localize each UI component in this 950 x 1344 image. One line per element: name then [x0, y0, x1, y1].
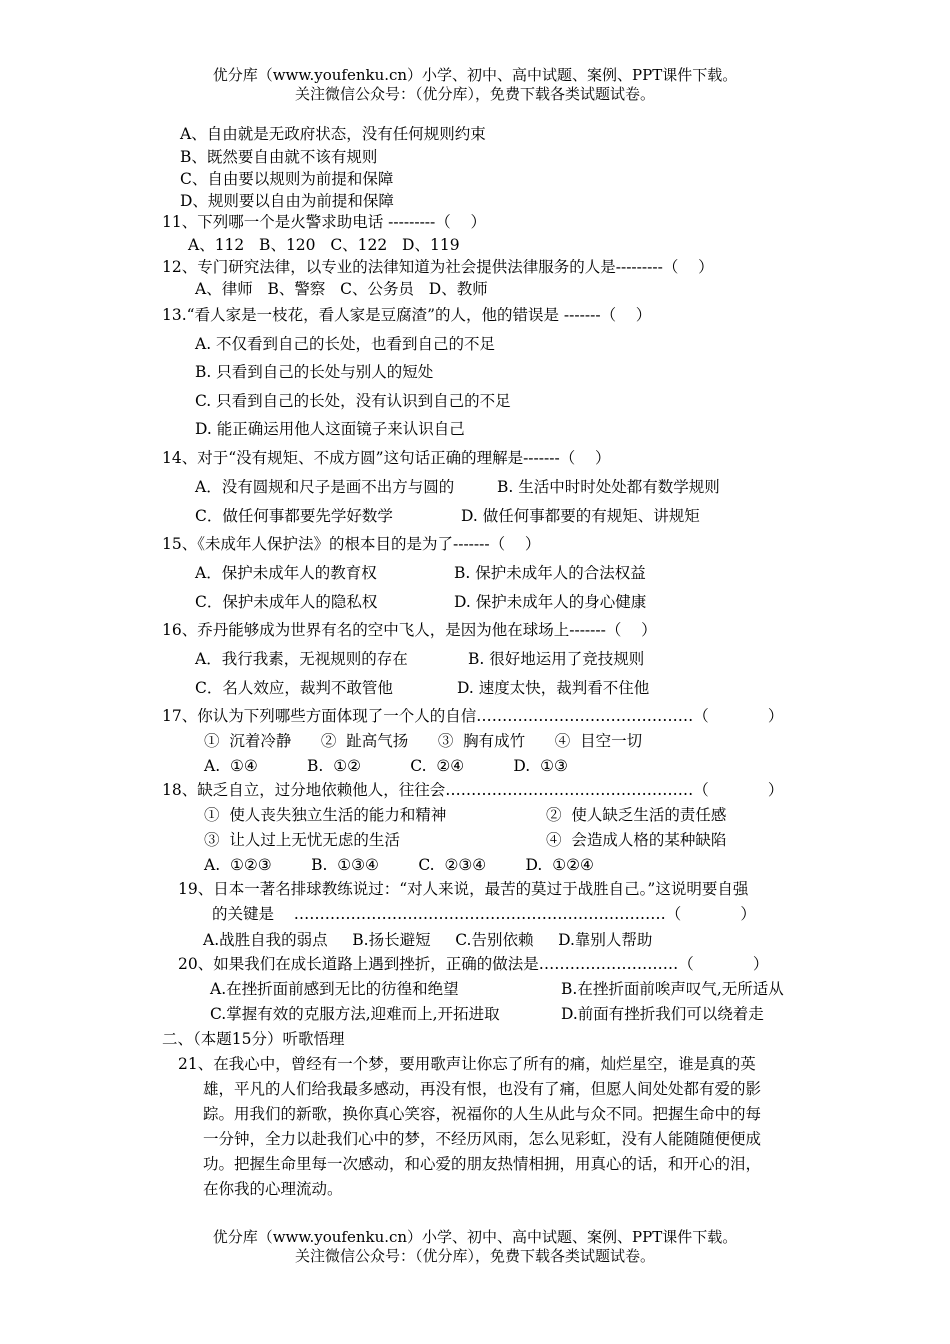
q13-option-d: D. 能正确运用他人这面镜子来认识自己 [195, 420, 465, 438]
q20-option-b: B.在挫折面前唉声叹气,无所适从 [561, 980, 784, 998]
q14-option-b: B. 生活中时时处处都有数学规则 [497, 478, 720, 496]
header-line-2: 关注微信公众号：（优分库），免费下载各类试题试卷。 [294, 85, 655, 103]
q18-item-3: ③ 让人过上无忧无虑的生活 [204, 831, 400, 849]
q16-option-a: A．我行我素，无视规则的存在 [195, 650, 408, 668]
q13-stem: 13.“看人家是一枝花，看人家是豆腐渣”的人，他的错误是 -------（ ） [162, 306, 652, 324]
q14-option-a: A．没有圆规和尺子是画不出方与圆的 [195, 478, 455, 496]
q21-line-1: 21、在我心中，曾经有一个梦，要用歌声让你忘了所有的痛，灿烂星空，谁是真的英 [178, 1055, 756, 1073]
q21-line-2: 雄，平凡的人们给我最多感动，再没有恨，也没有了痛，但愿人间处处都有爱的影 [203, 1080, 762, 1098]
q20-option-a: A.在挫折面前感到无比的彷徨和绝望 [210, 980, 459, 998]
q12-stem: 12、专门研究法律，以专业的法律知道为社会提供法律服务的人是---------（ ） [162, 258, 714, 276]
q14-stem: 14、对于“没有规矩、不成方圆”这句话正确的理解是-------（ ） [162, 449, 611, 467]
q21-line-6: 在你我的心理流动。 [203, 1180, 343, 1198]
q13-option-c: C. 只看到自己的长处，没有认识到自己的不足 [195, 392, 511, 410]
section-2-title: 二、（本题15分）听歌悟理 [162, 1030, 345, 1048]
q11-options: A、112 B、120 C、122 D、119 [188, 236, 460, 254]
q20-option-c: C.掌握有效的克服方法,迎难而上,开拓进取 [210, 1005, 500, 1023]
q15-option-b: B. 保护未成年人的合法权益 [454, 564, 646, 582]
q15-option-d: D. 保护未成年人的身心健康 [454, 593, 647, 611]
q15-option-a: A．保护未成年人的教育权 [195, 564, 377, 582]
q18-item-4: ④ 会造成人格的某种缺陷 [546, 831, 727, 849]
q10-option-c: C、自由要以规则为前提和保障 [180, 170, 394, 188]
footer-line-1: 优分库（www.youfenku.cn）小学、初中、高中试题、案例、PPT课件下载。 [212, 1228, 738, 1246]
q16-stem: 16、乔丹能够成为世界有名的空中飞人，是因为他在球场上-------（ ） [162, 621, 657, 639]
q10-option-d: D、规则要以自由为前提和保障 [180, 192, 394, 210]
q20-stem: 20、如果我们在成长道路上遇到挫折，正确的做法是………………………（ ） [178, 955, 769, 973]
q20-option-d: D.前面有挫折我们可以绕着走 [561, 1005, 764, 1023]
q10-option-a: A、自由就是无政府状态，没有任何规则约束 [180, 125, 486, 143]
q14-option-d: D. 做任何事都要的有规矩、讲规矩 [461, 507, 700, 525]
q21-line-4: 一分钟，全力以赴我们心中的梦，不经历风雨，怎么见彩虹，没有人能随随便便成 [203, 1130, 762, 1148]
q19-stem-line-2: 的关键是 ………………………………………………………………（ ） [212, 905, 756, 923]
q12-options: A、律师 B、警察 C、公务员 D、教师 [195, 280, 488, 298]
q19-stem-line-1: 19、日本一著名排球教练说过：“对人来说，最苦的莫过于战胜自己。”这说明要自强 [178, 880, 749, 898]
q17-options: A. ①④ B. ①② C. ②④ D. ①③ [204, 757, 568, 775]
q10-option-b: B、既然要自由就不该有规则 [180, 148, 378, 166]
q18-item-1: ① 使人丧失独立生活的能力和精神 [204, 806, 447, 824]
header-line-1: 优分库（www.youfenku.cn）小学、初中、高中试题、案例、PPT课件下载。 [212, 66, 738, 84]
q15-option-c: C．保护未成年人的隐私权 [195, 593, 378, 611]
q16-option-b: B. 很好地运用了竞技规则 [468, 650, 645, 668]
q18-item-2: ② 使人缺乏生活的责任感 [546, 806, 727, 824]
q13-option-b: B. 只看到自己的长处与别人的短处 [195, 363, 434, 381]
q18-stem: 18、缺乏自立，过分地依赖他人，往往会…………………………………………（ ） [162, 781, 784, 799]
q19-options: A.战胜自我的弱点 B.扬长避短 C.告别依赖 D.靠别人帮助 [203, 931, 653, 949]
q16-option-d: D. 速度太快，裁判看不住他 [457, 679, 650, 697]
q17-stem: 17、你认为下列哪些方面体现了一个人的自信……………………………………（ ） [162, 707, 784, 725]
q21-line-3: 踪。用我们的新歌，换你真心笑容，祝福你的人生从此与众不同。把握生命中的每 [203, 1105, 762, 1123]
q11-stem: 11、下列哪一个是火警求助电话 ---------（ ） [162, 213, 486, 231]
q21-line-5: 功。把握生命里每一次感动，和心爱的朋友热情相拥，用真心的话，和开心的泪， [203, 1155, 762, 1173]
q18-options: A. ①②③ B. ①③④ C. ②③④ D. ①②④ [204, 856, 594, 874]
q14-option-c: C．做任何事都要先学好数学 [195, 507, 393, 525]
footer-line-2: 关注微信公众号：（优分库），免费下载各类试题试卷。 [294, 1247, 655, 1265]
q16-option-c: C．名人效应，裁判不敢管他 [195, 679, 393, 697]
q15-stem: 15、《未成年人保护法》的根本目的是为了-------（ ） [162, 535, 541, 553]
q17-items: ① 沉着冷静 ② 趾高气扬 ③ 胸有成竹 ④ 目空一切 [204, 732, 643, 750]
q13-option-a: A. 不仅看到自己的长处，也看到自己的不足 [195, 335, 496, 353]
